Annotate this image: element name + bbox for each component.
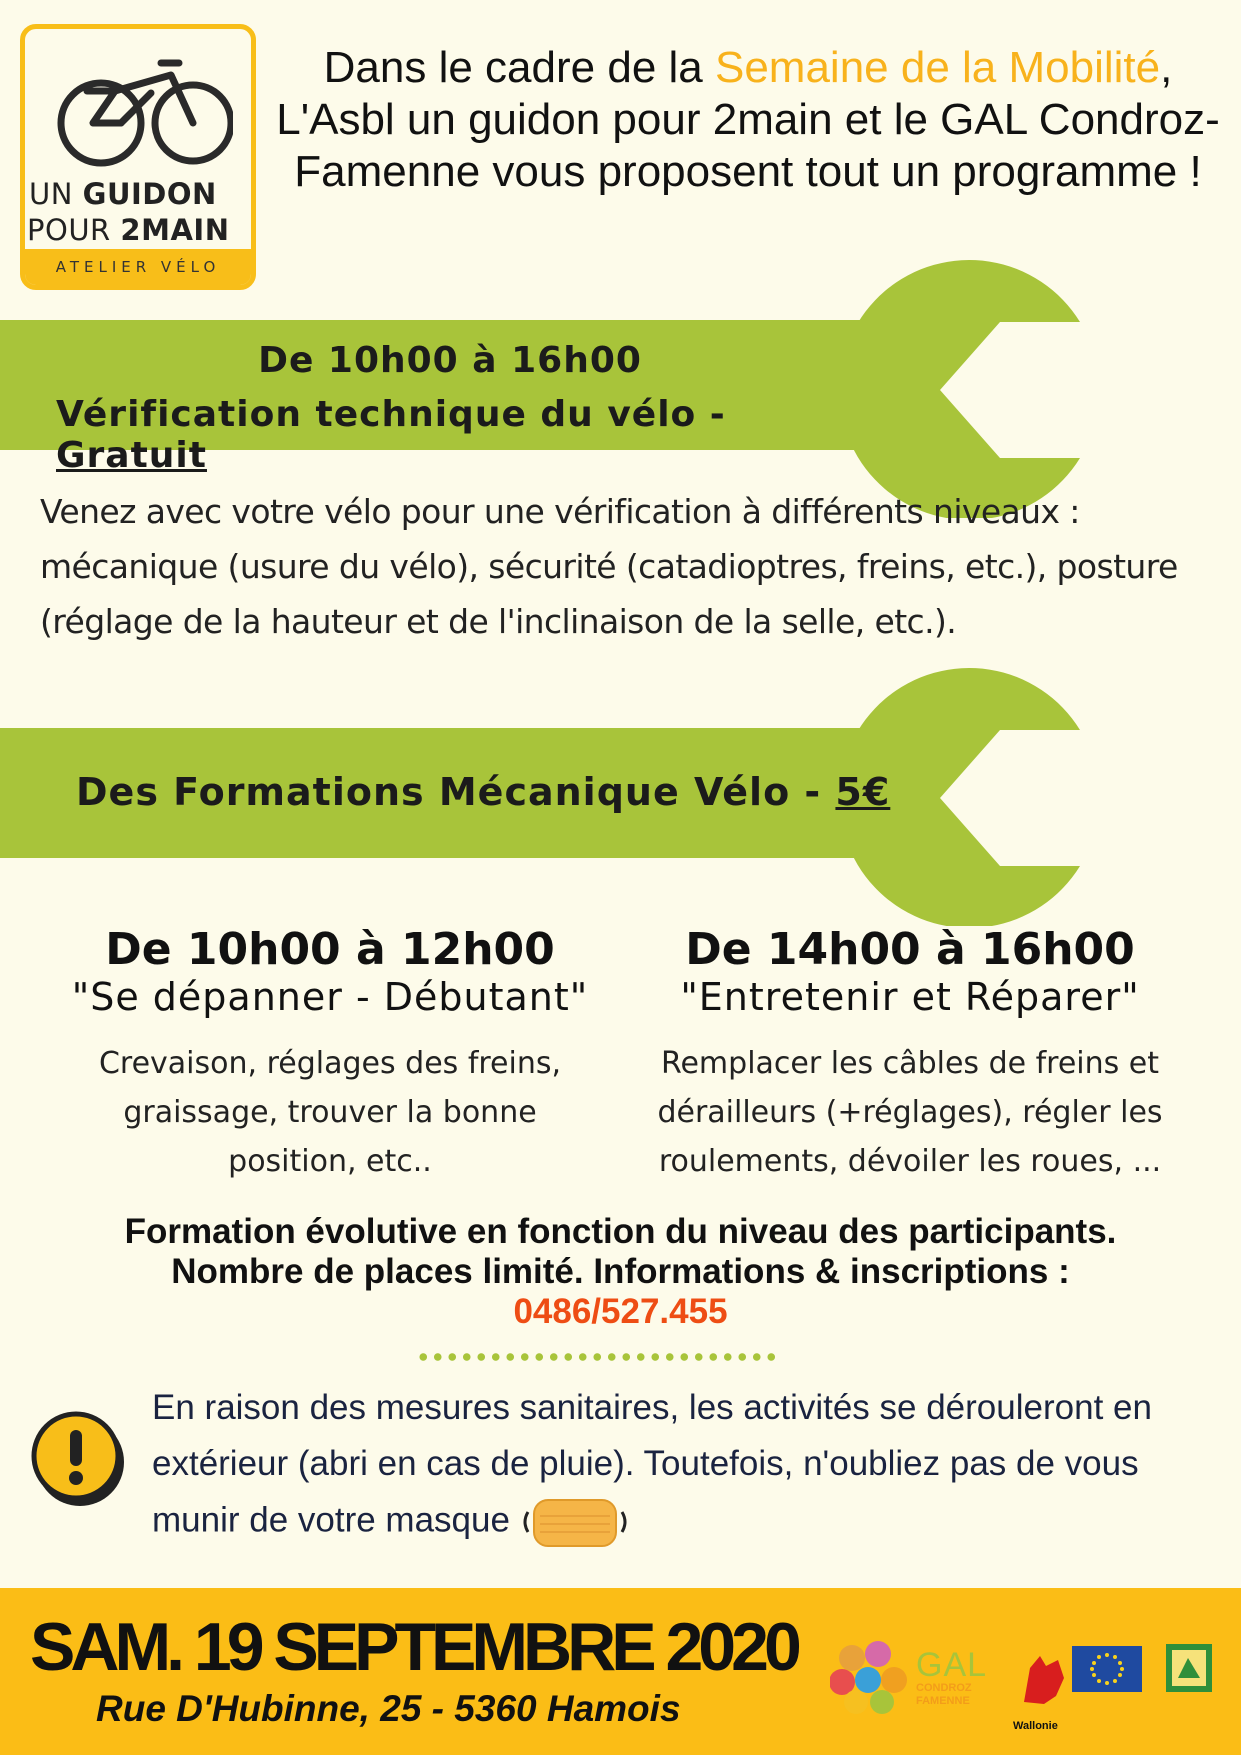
wallonie-rooster-logo [1016,1648,1072,1712]
sanitary-notice: En raison des mesures sanitaires, les activités se dérouleront en extérieur (abri en cas de pluie). Toutefois, n'oubliez pas de vous munir de votre masque [152,1380,1222,1552]
logo-band: ATELIER VÉLO [25,249,251,285]
intro-text: Dans le cadre de la Semaine de la Mobilité, L'Asbl un guidon pour 2main et le GAL Condroz-Famenne vous proposent tout un programme ! [276,43,1220,196]
section1-title: Vérification technique du vélo - Gratuit [56,394,726,476]
intro-highlight: Semaine de la Mobilité [714,43,1161,92]
warning-icon [30,1410,130,1510]
session-time: De 14h00 à 16h00 [685,924,1135,975]
wrench-band-1 [0,258,1241,518]
leader-logo [1166,1644,1212,1692]
eu-flag-icon [1072,1646,1142,1692]
event-address: Rue D'Hubinne, 25 - 5360 Hamois [96,1688,681,1729]
phone-number[interactable]: 0486/527.455 [513,1292,728,1331]
section1-time: De 10h00 à 16h00 [258,340,642,381]
gal-text: GAL CONDROZ FAMENNE [916,1646,988,1707]
section2-title: Des Formations Mécanique Vélo - 5€ [76,770,891,814]
formation-line-2: Nombre de places limité. Informations & inscriptions : [171,1252,1070,1291]
event-date: SAM. 19 SEPTEMBRE 2020 [30,1609,797,1685]
gal-hexagon-logo [830,1640,910,1716]
wallonie-label: Wallonie [1013,1720,1058,1732]
dotted-divider [416,1352,776,1362]
session-title: "Entretenir et Réparer" [680,975,1140,1019]
section1-price: Gratuit [56,435,207,476]
section1-description: Venez avec votre vélo pour une vérification à différents niveaux : mécanique (usure du vélo), sécurité (catadioptres, freins, etc.), posture (réglage de la hauteur et de l'inclinaison de la selle, etc.). [40,492,1178,641]
bicycle-icon [53,51,233,169]
logo-line-2: POUR 2MAIN [27,213,230,247]
session-title: "Se dépanner - Débutant" [71,975,589,1019]
logo-line-1: UN GUIDON [29,177,217,211]
session-afternoon [620,924,1200,1186]
formation-info [20,1212,1221,1332]
formation-line-1: Formation évolutive en fonction du niveau des participants. [124,1212,1117,1251]
logo [20,24,256,290]
session-morning [40,924,620,1186]
section2-price: 5€ [835,770,891,814]
session-description: Remplacer les câbles de freins et dérailleurs (+réglages), régler les roulements, dévoiler les roues, ... [657,1046,1163,1179]
session-time: De 10h00 à 12h00 [105,924,555,975]
mask-icon [520,1492,630,1552]
session-description: Crevaison, réglages des freins, graissage, trouver la bonne position, etc.. [98,1046,562,1179]
